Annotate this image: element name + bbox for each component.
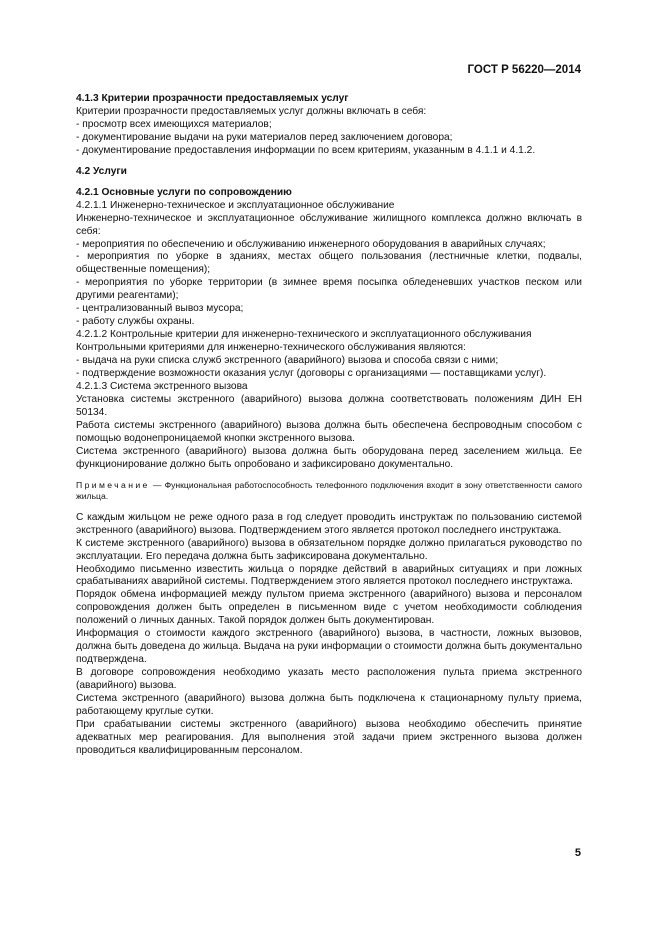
list-item: - выдача на руки списка служб экстренного (аварийного) вызова и способа связи с ними; <box>76 355 499 367</box>
document-header-id: ГОСТ Р 56220—2014 <box>467 64 581 76</box>
note-text: — Функциональная работоспособность телефонного подключения входит в зону ответственности самого жильца. <box>76 479 582 501</box>
paragraph: Необходимо письменно известить жильца о порядке действий в аварийных ситуациях и при ложных срабатываниях аварийной системы. Подтверждением этого является протокол последнего инструктажа. <box>76 563 582 588</box>
paragraph: Контрольными критериями для инженерно-технического обслуживания являются: <box>76 342 466 354</box>
section-4-1-3-bullet: - просмотр всех имеющихся материалов; <box>76 118 272 130</box>
paragraph: Инженерно-техническое и эксплуатационное обслуживание жилищного комплекса должно включать в себя: <box>76 212 582 237</box>
paragraph: При срабатывании системы экстренного (аварийного) вызова необходимо обеспечить принятие адекватных мер реагирования. Для выполнения этой задачи прием экстренного вызова должен проводиться квалифицированным персоналом. <box>76 718 582 756</box>
paragraph: К системе экстренного (аварийного) вызова в обязательном порядке должно прилагаться руководство по эксплуатации. Его передача должна быть зафиксирована документально. <box>76 537 582 562</box>
paragraph: Порядок обмена информацией между пультом приема экстренного (аварийного) вызова и персоналом сопровождения должен быть определен в письменном виде с учетом необходимости соблюдения положений о личных данных. Такой порядок должен быть документирован. <box>76 589 582 627</box>
section-4-1-3-bullet: - документирование выдачи на руки материалов перед заключением договора; <box>76 131 453 143</box>
paragraph: С каждым жильцом не реже одного раза в год следует проводить инструктаж по пользованию системой экстренного (аварийного) вызова. Подтверждением этого является протокол последнего инструктажа. <box>76 511 582 536</box>
page-number: 5 <box>574 847 581 859</box>
heading-4-2: 4.2 Услуги <box>76 165 127 177</box>
paragraph: Установка системы экстренного (аварийного) вызова должна соответствовать положениям ДИН ЕН 50134. <box>76 393 582 418</box>
subheading-4-2-1-3: 4.2.1.3 Система экстренного вызова <box>76 381 248 393</box>
heading-4-1-3: 4.1.3 Критерии прозрачности предоставляемых услуг <box>76 93 349 104</box>
list-item: - централизованный вывоз мусора; <box>76 303 244 315</box>
subheading-4-2-1-2: 4.2.1.2 Контрольные критерии для инженерно-технического и эксплуатационного обслуживания <box>76 329 532 341</box>
paragraph: В договоре сопровождения необходимо указать место расположения пульта приема экстренного (аварийного) вызова. <box>76 667 582 692</box>
list-item: - работу службы охраны. <box>76 316 195 328</box>
paragraph: Система экстренного (аварийного) вызова должна быть оборудована перед заселением жильца. Ее функционирование должно быть опробовано и зафиксировано документально. <box>76 445 582 470</box>
list-item: - мероприятия по обеспечению и обслуживанию инженерного оборудования в аварийных случаях; <box>76 238 546 250</box>
paragraph: Работа системы экстренного (аварийного) вызова должна быть обеспечена беспроводным способом с помощью водонепроницаемой кнопки экстренного вызова. <box>76 419 582 444</box>
paragraph: Система экстренного (аварийного) вызова должна быть подключена к стационарному пульту приема, работающему круглые сутки. <box>76 693 582 717</box>
paragraph: Информация о стоимости каждого экстренного (аварийного) вызова, в частности, ложных вызовов, должна быть доведена до жильца. Выдача на руки информации о стоимости должна быть документально подтверждена. <box>76 628 582 666</box>
list-item: - мероприятия по уборке территории (в зимнее время посыпка обледеневших участков песком или другими реагентами); <box>76 277 582 302</box>
note-label: Примечание <box>76 479 150 490</box>
section-4-1-3-line: Критерии прозрачности предоставляемых услуг должны включать в себя: <box>76 105 427 117</box>
document-body <box>76 93 582 758</box>
section-4-1-3-bullet: - документирование предоставления информации по всем критериям, указанным в 4.1.1 и 4.1.2. <box>76 144 536 156</box>
list-item: - мероприятия по уборке в зданиях, местах общего пользования (лестничные клетки, подвалы, общественные помещения); <box>76 251 582 276</box>
subheading-4-2-1-1: 4.2.1.1 Инженерно-техническое и эксплуатационное обслуживание <box>76 199 395 211</box>
note <box>76 480 582 502</box>
heading-4-2-1: 4.2.1 Основные услуги по сопровождению <box>76 186 292 198</box>
list-item: - подтверждение возможности оказания услуг (договоры с организациями — поставщиками услуг). <box>76 368 547 380</box>
